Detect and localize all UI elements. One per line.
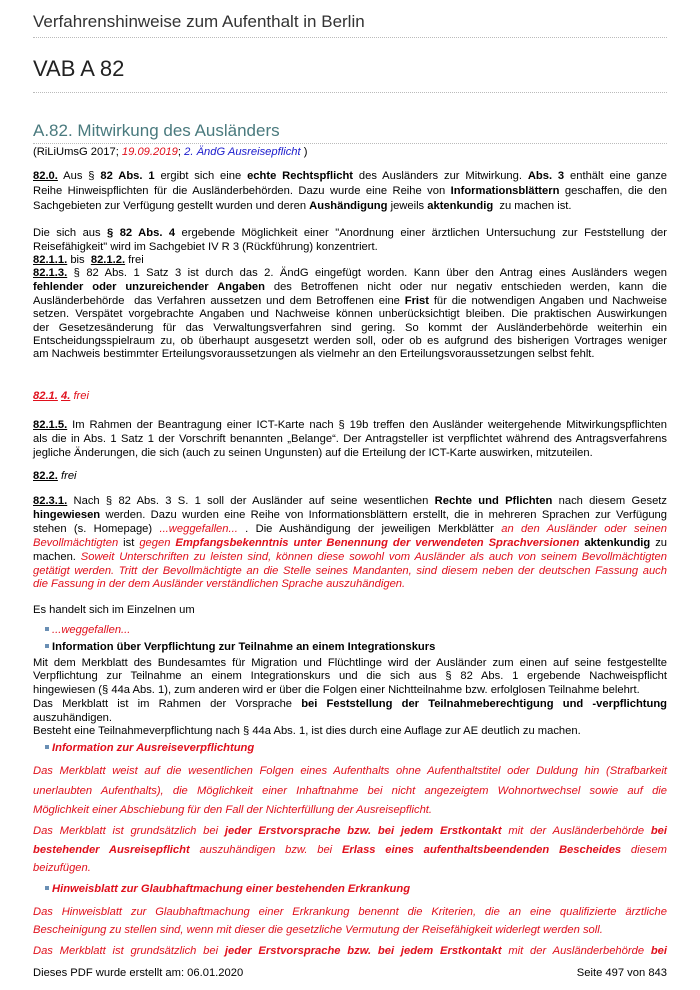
paragraph-line: machen. Soweit Unterschriften zu leisten sind, können diese sowohl vom Ausländer als auch von seinem Bevollmächtigten xyxy=(33,551,667,563)
paragraph-line: Besteht eine Teilnahmeverpflichtung nach § 44a Abs. 1, ist dies durch eine Auflage zur AE deutlich zu machen. xyxy=(33,725,581,737)
paragraph-line: 82.0. Aus § 82 Abs. 1 ergibt sich eine echte Rechtspflicht des Ausländers zur Mitwirkung. Abs. 3 enthält eine ganze xyxy=(33,170,667,182)
paragraph-line: unerlaubten Aufenthalts), die Möglichkeit einer Inhaftnahme bei nicht angezeigtem Wohnortwechsel sowie auf die xyxy=(33,785,667,797)
paragraph-line: als die in Abs. 1 Satz 1 der Vorschrift benannten „Belange“. Der Antragsteller ist verpflichtet während des Antragsverfahrens xyxy=(33,433,667,445)
section-source: (RiLiUmsG 2017; 19.09.2019; 2. ÄndG Ausreisepflicht ) xyxy=(33,146,308,158)
paragraph-line: hingewiesen (§ 44a Abs. 1), zum anderen wird er über die Folgen einer Nichtteilnahme bzw. erfolglosen Teilnahme belehrt. xyxy=(33,684,640,696)
bullet-square-icon xyxy=(45,886,49,890)
paragraph-line: hingewiesen werden. Dazu wurden eine Reihe von Informationsblättern erstellt, die in mehreren Sprachen zur Verfügung xyxy=(33,509,667,521)
paragraph-line: Reisefähigkeit" wird im Sachgebiet IV R 3 (Rückführung) konzentriert. xyxy=(33,241,378,253)
section-title: A.82. Mitwirkung des Ausländers xyxy=(33,121,280,140)
paragraph-line: 82.1.1. bis 82.1.2. frei xyxy=(33,254,144,266)
paragraph-line: 82.3.1. Nach § 82 Abs. 3 S. 1 soll der Ausländer auf seine wesentlichen Rechte und Pflichten nach diesem Gesetz xyxy=(33,495,667,507)
paragraph-line: Die sich aus § 82 Abs. 4 ergebende Möglichkeit einer "Anordnung einer ärztlichen Untersuchung zur Feststellung der xyxy=(33,227,667,239)
paragraph-line: beizufügen. xyxy=(33,862,91,874)
paragraph-line: Das Merkblatt ist im Rahmen der Vorsprache bei Feststellung der Teilnahmeberechtigung und -verpflichtung xyxy=(33,698,667,710)
paragraph-line: am Nachweis bestimmter Erteilungsvoraussetzungen als vielmehr an den Erteilungsvoraussetzungen selbst fehlt. xyxy=(33,348,595,360)
paragraph-line: Das Merkblatt ist grundsätzlich bei jeder Erstvorsprache bzw. bei jedem Erstkontakt mit der Ausländerbehörde bei xyxy=(33,945,668,957)
bullet-item: Information zur Ausreiseverpflichtung xyxy=(45,741,254,755)
paragraph-line: Entscheidungsspielraum zu, ob überhaupt ausgesetzt werden soll, oder ob es aufgrund des bisherigen Vortrages weniger xyxy=(33,335,667,347)
paragraph-line: Das Merkblatt weist auf die wesentlichen Folgen eines Aufenthalts ohne Aufenthaltstitel oder Duldung hin (Strafbarkeit xyxy=(33,765,667,777)
paragraph-line: Möglichkeit einer Abschiebung für den Fall der Nichterfüllung der Ausreisepflicht. xyxy=(33,804,433,816)
bullet-item: Hinweisblatt zur Glaubhaftmachung einer bestehenden Erkrankung xyxy=(45,882,410,896)
paragraph-line: Reihe Hinweispflichten für die Ausländerbehörden. Dazu wurde eine Reihe von Informationsblättern geschaffen, die den xyxy=(33,185,668,197)
paragraph-line: Mit dem Merkblatt des Bundesamtes für Migration und Flüchtlinge wird der Ausländer zum einen auf seine festgestellte xyxy=(33,657,667,669)
paragraph-line: jegliche Änderungen, die sich (auch zu seinen Ungunsten) auf die Erteilung der ICT-Karte auswirken, mitzuteilen. xyxy=(33,447,593,459)
paragraph-line: Sachgebieten zur Verfügung gestellt wurden und deren Aushändigung jeweils aktenkundig zu machen ist. xyxy=(33,200,572,212)
paragraph-line: 82.1.5. Im Rahmen der Beantragung einer ICT-Karte nach § 19b treffen den Ausländer weitergehende Mitwirkungspflichten xyxy=(33,419,667,431)
header-title: Verfahrenshinweise zum Aufenthalt in Berlin xyxy=(33,12,365,31)
footer-page-number: Seite 497 von 843 xyxy=(576,967,667,979)
bullet-square-icon xyxy=(45,745,49,749)
para-number: 82.0. xyxy=(33,170,58,182)
paragraph-line: stehen (s. Homepage) ...weggefallen... . Die Aushändigung der jeweiligen Merkblätter an den Ausländer oder seinen xyxy=(33,523,667,535)
title-divider xyxy=(33,92,667,93)
source-date: 19.09.2019 xyxy=(121,146,178,158)
paragraph-line: setzen. Verspätet vorgebrachte Angaben und Nachweise können unberücksichtigt bleiben. Die praktischen Auswirkungen xyxy=(33,308,667,320)
paragraph-line: Das Hinweisblatt zur Glaubhaftmachung einer Erkrankung benennt die Kriterien, die an eine qualifizierte ärztliche xyxy=(33,906,667,918)
bullet-square-icon xyxy=(45,627,49,631)
paragraph-line: fehlender oder unzureichender Angaben des Betroffenen nicht oder nur negativ entschieden werden, kann die xyxy=(33,281,667,293)
paragraph-line: Verpflichtung zur Teilnahme an einem Integrationskurs und die sich aus § 82 Abs. 1 ergebende Nachweispflicht xyxy=(33,670,667,682)
paragraph-line: bestehender Ausreisepflicht auszuhändigen bzw. bei Erlass eines aufenthaltsbeendenden Bescheides diesem xyxy=(33,844,667,856)
paragraph-line: Es handelt sich im Einzelnen um xyxy=(33,604,195,616)
paragraph-line: 82.1. 4. frei xyxy=(33,390,89,402)
header-divider xyxy=(33,37,667,38)
footer-created: Dieses PDF wurde erstellt am: 06.01.2020 xyxy=(33,967,244,979)
paragraph-line: getätigt werden. Tritt der Bevollmächtigte an die Stelle seines Mandanten, sind diesem neben der deutschen Fassung auch xyxy=(33,565,667,577)
source-link[interactable]: 2. ÄndG Ausreisepflicht xyxy=(184,146,301,158)
bullet-square-icon xyxy=(45,644,49,648)
paragraph-line: Das Merkblatt ist grundsätzlich bei jeder Erstvorsprache bzw. bei jedem Erstkontakt mit der Ausländerbehörde bei xyxy=(33,825,668,837)
paragraph-line: 82.1.3. § 82 Abs. 1 Satz 3 ist durch das 2. ÄndG eingefügt worden. Kann über den Antrag eines Ausländers wegen xyxy=(33,267,667,279)
document-title: VAB A 82 xyxy=(33,56,125,81)
paragraph-line: Bescheinigung zu stellen sind, wenn mit dieser die gesetzliche Vermutung der Reisefähigkeit widerlegt werden soll. xyxy=(33,924,603,936)
paragraph-line: Bevollmächtigten ist gegen Empfangsbekenntnis unter Benennung der verwendeten Sprachversionen aktenkundig zu xyxy=(33,537,668,549)
bullet-item: ...weggefallen... xyxy=(45,623,130,637)
paragraph-line: Ausländerbehörde das Verfahren aussetzen und dem Betroffenen eine Frist für die notwendigen Angaben und Nachweise xyxy=(33,295,667,307)
bullet-item: Information über Verpflichtung zur Teilnahme an einem Integrationskurs xyxy=(45,640,435,654)
paragraph-line: der Gesetzesänderung für das Verwaltungsverfahren sind gering. So kommt der Ausländerbehörde weiterhin ein xyxy=(33,322,667,334)
section-divider xyxy=(33,143,667,144)
paragraph-line: die Fassung in der dem Ausländer verständlichen Sprache auszuhändigen. xyxy=(33,578,406,590)
paragraph-line: auszuhändigen. xyxy=(33,712,113,724)
paragraph-line: 82.2. frei xyxy=(33,470,77,482)
